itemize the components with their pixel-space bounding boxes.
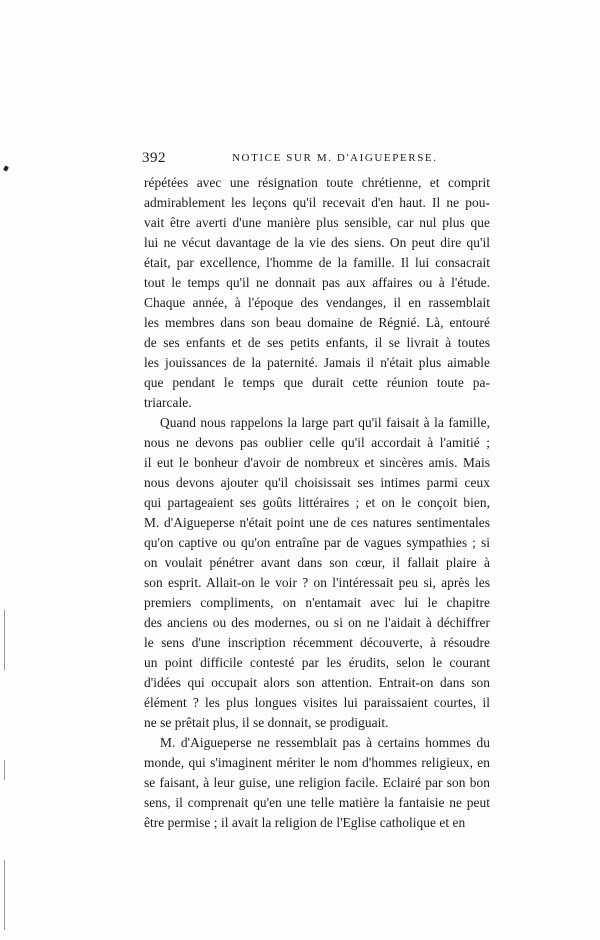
text-line: sens, il comprenait qu'en une telle matière la fantaisie ne peut [144,795,490,810]
text-line: des anciens ou des modernes, ou si on ne l'aidait à déchiffrer [144,615,490,630]
text-line: Chaque année, à l'époque des vendanges, il en rassemblait [144,295,490,310]
text-line: son esprit. Allait-on le voir ? on l'intéressait peu si, après les [144,575,490,590]
text-line: premiers compliments, on n'entamait avec lui le chapitre [144,595,490,610]
text-line: ne se prêtait plus, il se donnait, se prodiguait. [144,715,389,730]
ink-speck [3,165,9,171]
text-line: les jouissances de la paternité. Jamais il n'était plus aimable [144,355,490,370]
text-line: de ses enfants et de ses petits enfants, il se livrait à toutes [144,335,490,350]
text-line: monde, qui s'imaginent mériter le nom d'hommes religieux, en [144,755,490,770]
text-line: vait être averti d'une manière plus sensible, car nul plus que [144,215,490,230]
text-line: nous devons ajouter qu'il choisissait ses intimes parmi ceux [144,475,490,490]
text-line: que pendant le temps que durait cette réunion toute pa- [144,375,490,390]
running-head: NOTICE SUR M. D'AIGUEPERSE. [232,152,438,164]
text-line: d'idées qui occupait alors son attention. Entrait-on dans son [144,675,490,690]
text-line: répétées avec une résignation toute chrétienne, et comprit [144,175,490,190]
paragraph [144,413,490,733]
text-line: M. d'Aigueperse n'était point une de ces natures sentimentales [144,515,490,530]
page-number: 392 [142,150,166,166]
paragraph [144,173,490,413]
text-line: admirablement les leçons qu'il recevait d'en haut. Il ne pou- [144,195,490,210]
text-line: était, par excellence, l'homme de la famille. Il lui consacrait [144,255,490,270]
page-edge-mark [4,860,5,930]
page-header [142,150,492,168]
page-edge-mark [4,760,5,780]
text-line: élément ? les plus longues visites lui paraissaient courtes, il [144,695,490,710]
text-line: Quand nous rappelons la large part qu'il faisait à la famille, [160,415,490,430]
text-line: qui partageaient ses goûts littéraires ; et on le conçoit bien, [144,495,490,510]
text-line: un point difficile contesté par les érudits, selon le courant [144,655,490,670]
page-edge-mark [4,610,5,670]
text-line: qu'on captive ou qu'on entraîne par de vagues sympathies ; si [144,535,490,550]
text-line: se faisant, à leur guise, une religion facile. Eclairé par son bon [144,775,490,790]
text-line: être permise ; il avait la religion de l'Eglise catholique et en [144,815,466,830]
text-line: M. d'Aigueperse ne ressemblait pas à certains hommes du [160,735,490,750]
text-line: lui ne vécut davantage de la vie des siens. On peut dire qu'il [144,235,490,250]
paragraph [144,733,490,833]
text-line: les membres dans son beau domaine de Régnié. Là, entouré [144,315,490,330]
text-line: triarcale. [144,395,192,410]
text-line: le sens d'une inscription récemment découverte, à résoudre [144,635,490,650]
text-line: il eut le bonheur d'avoir de nombreux et sincères amis. Mais [144,455,490,470]
text-line: on voulait pénétrer avant dans son cœur, il fallait plaire à [144,555,490,570]
text-line: nous ne devons pas oublier celle qu'il accordait à l'amitié ; [144,435,490,450]
text-line: tout le temps qu'il ne donnait pas aux affaires ou à l'étude. [144,275,490,290]
body-text [144,173,490,833]
